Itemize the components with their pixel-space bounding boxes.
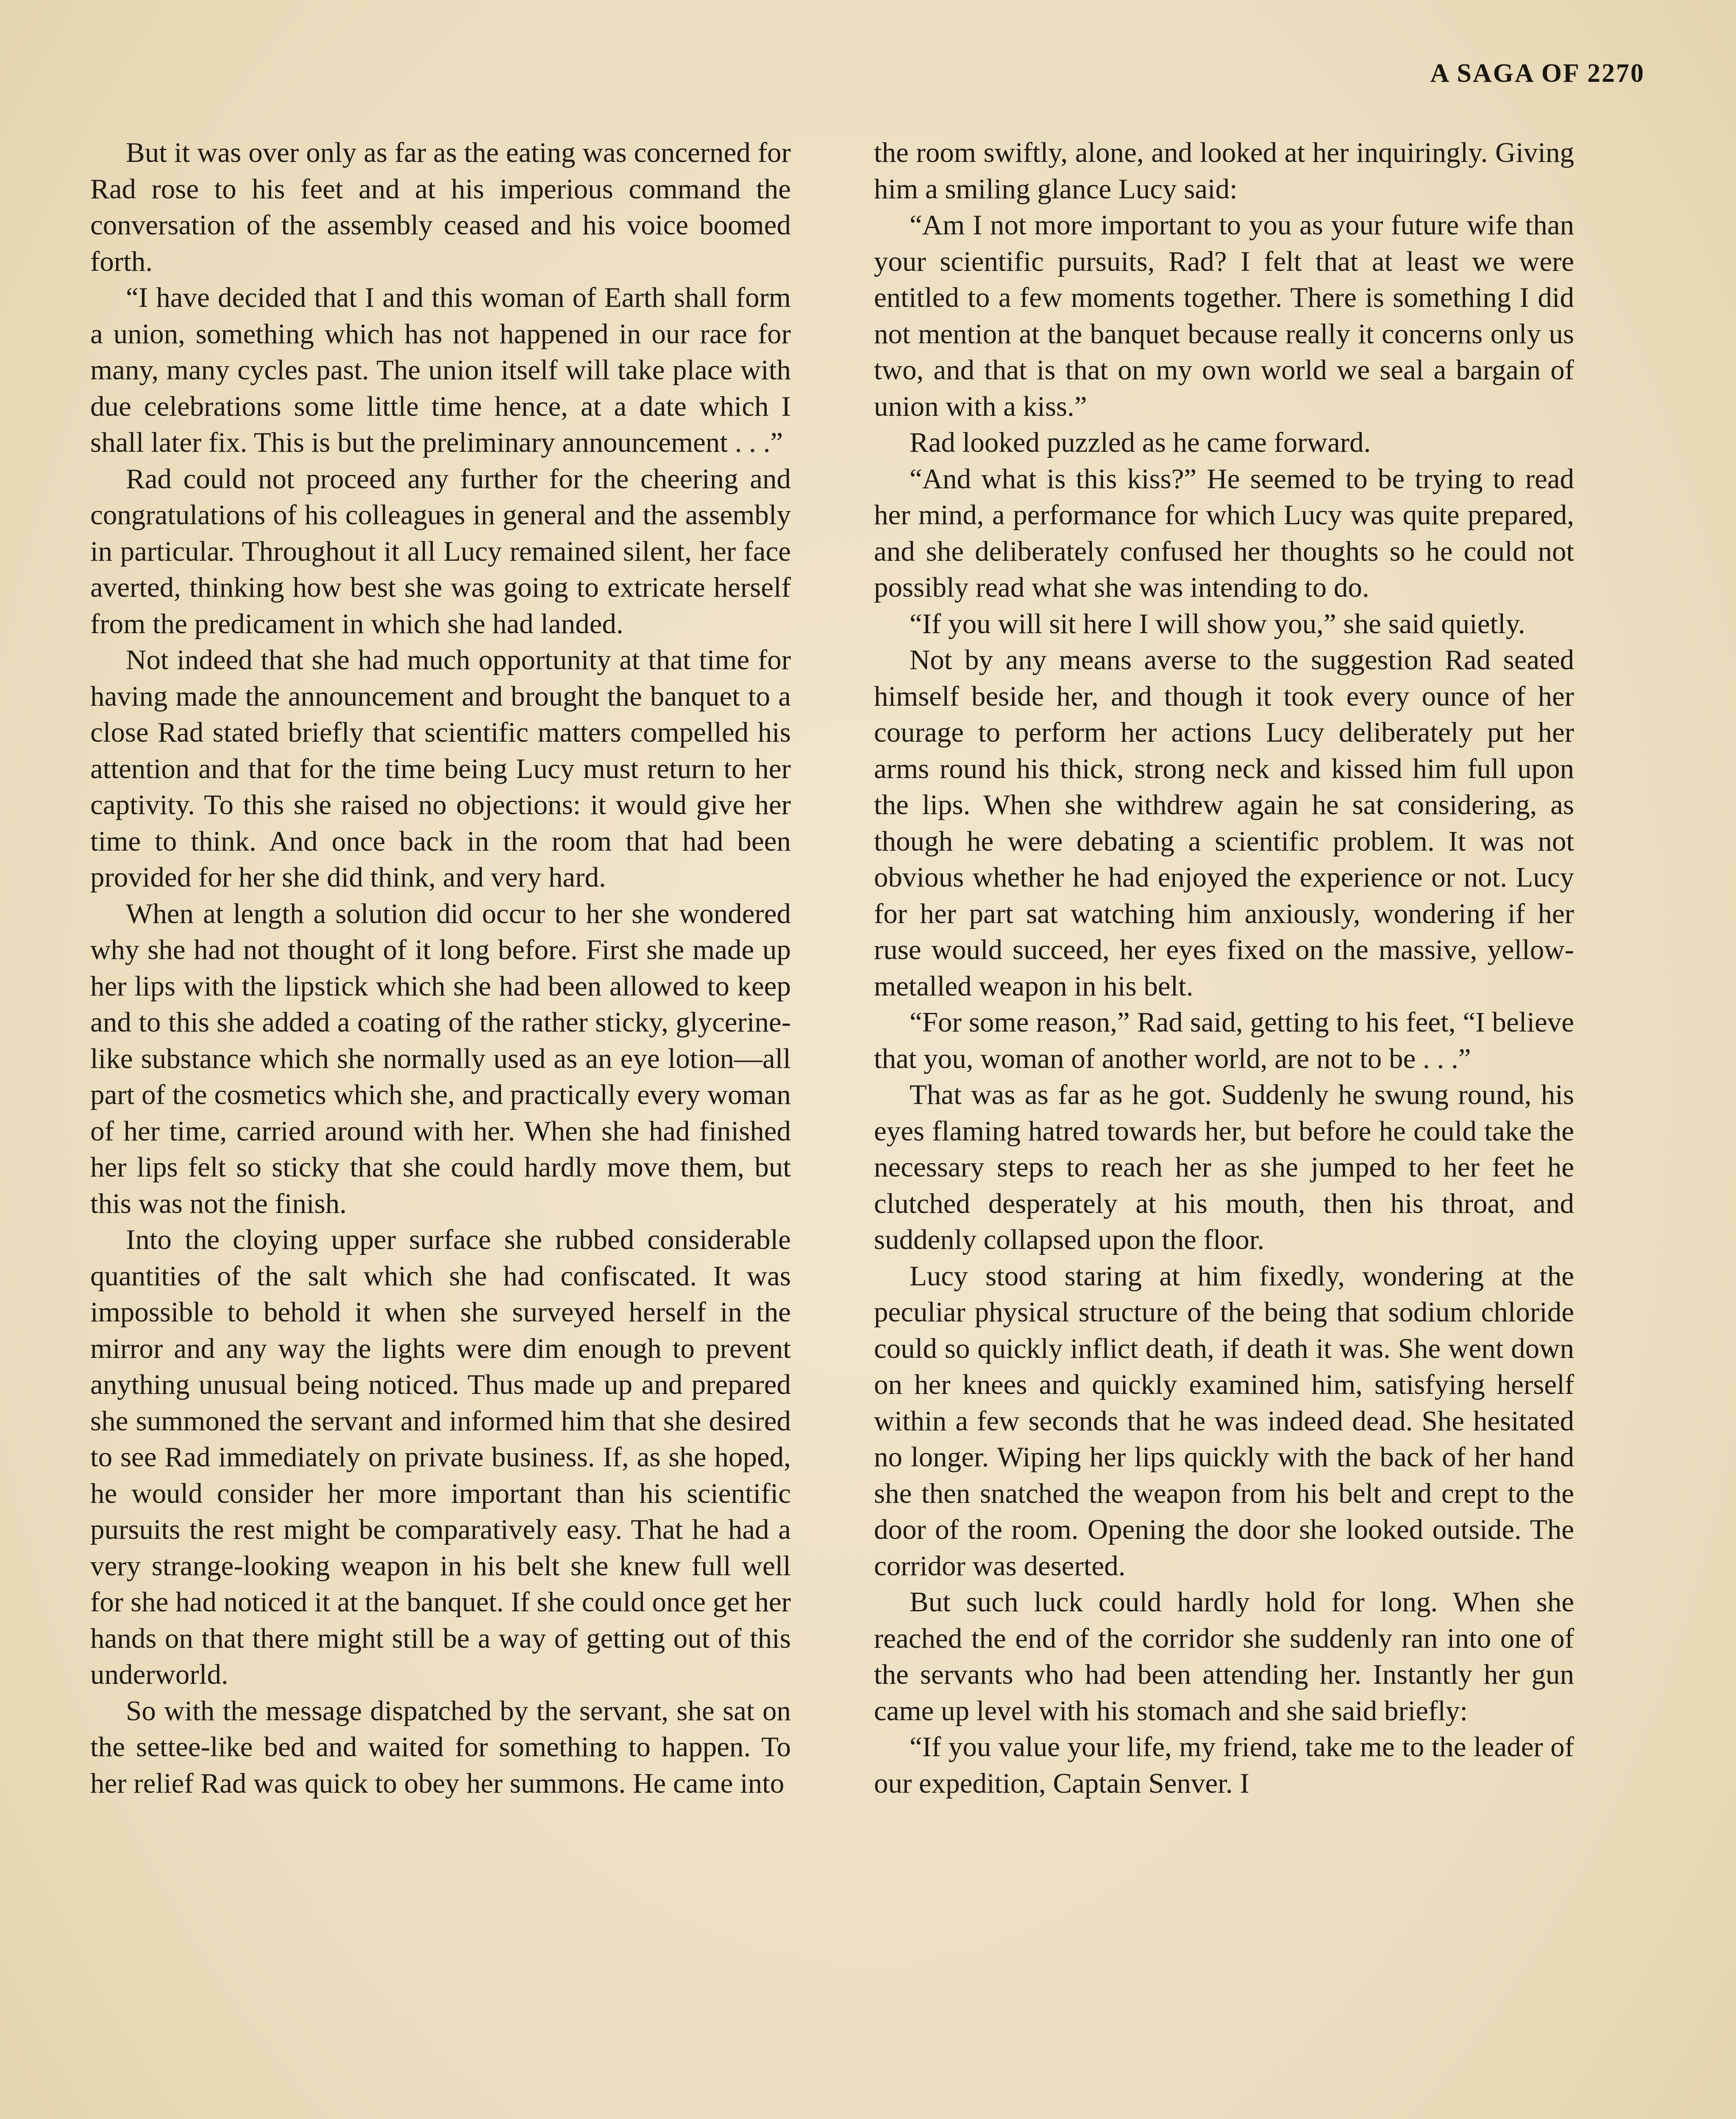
running-head: A SAGA OF 2270 xyxy=(1430,59,1645,88)
paragraph-continued: the room swiftly, alone, and looked at her inquiringly. Giving him a smiling glance Lucy said: xyxy=(874,137,1574,205)
paragraph: That was as far as he got. Suddenly he swung round, his eyes flaming hatred towards her, but before he could take the necessary steps to reach her as she jumped to her feet he clutched desperately at his mouth, then his throat, and suddenly collapsed upon the floor. xyxy=(874,1079,1574,1255)
paragraph: “If you will sit here I will show you,” she said quietly. xyxy=(910,608,1525,640)
paragraph: But it was over only as far as the eating was concerned for Rad rose to his feet and at his imperious command the conversation of the assembly ceased and his voice boomed forth. xyxy=(90,137,791,277)
paragraph: Lucy stood staring at him fixedly, wondering at the peculiar physical structure of the being that sodium chloride could so quickly inflict death, if death it was. She went down on her knees and quickly examined him, satisfying herself within a few seconds that he was indeed dead. She hesitated no longer. Wiping her lips quickly with the back of her hand she then snatched the weapon from his belt and crept to the door of the room. Opening the door she looked outside. The corridor was deserted. xyxy=(874,1260,1574,1582)
paragraph: Rad could not proceed any further for the cheering and congratulations of his colleagues in general and the assembly in particular. Throughout it all Lucy remained silent, her face averted, thinking how best she was going to extricate herself from the predicament in which she had landed. xyxy=(90,463,791,640)
left-column xyxy=(90,135,791,1802)
paragraph: “Am I not more important to you as your future wife than your scientific pursuits, Rad? I felt that at least we were entitled to a few moments together. There is something I did not mention at the banquet because really it concerns only us two, and that is that on my own world we seal a bargain of union with a kiss.” xyxy=(874,209,1574,422)
paragraph: But such luck could hardly hold for long. When she reached the end of the corridor she suddenly ran into one of the servants who had been attending her. Instantly her gun came up level with his stomach and she said briefly: xyxy=(874,1586,1574,1727)
paragraph: When at length a solution did occur to her she wondered why she had not thought of it long before. First she made up her lips with the lipstick which she had been allowed to keep and to this she added a coating of the rather sticky, glycerine-like substance which she normally used as an eye lotion—all part of the cosmetics which she, and practically every woman of her time, carried around with her. When she had finished her lips felt so sticky that she could hardly move them, but this was not the finish. xyxy=(90,898,791,1219)
right-column xyxy=(874,135,1574,1802)
paragraph: Into the cloying upper surface she rubbed considerable quantities of the salt which she had confiscated. It was impossible to behold it when she surveyed herself in the mirror and any way the lights were dim enough to prevent anything unusual being noticed. Thus made up and prepared she summoned the servant and informed him that she desired to see Rad immediately on private business. If, as she hoped, he would consider her more important than his scientific pursuits the rest might be comparatively easy. That he had a very strange-looking weapon in his belt she knew full well for she had noticed it at the banquet. If she could once get her hands on that there might still be a way of getting out of this underworld. xyxy=(90,1224,791,1690)
paragraph: Not by any means averse to the suggestion Rad seated himself beside her, and though it took every ounce of her courage to perform her actions Lucy deliberately put her arms round his thick, strong neck and kissed him full upon the lips. When she withdrew again he sat considering, as though he were debating a scientific problem. It was not obvious whether he had enjoyed the experience or not. Lucy for her part sat watching him anxiously, wondering if her ruse would succeed, her eyes fixed on the massive, yellow-metalled weapon in his belt. xyxy=(874,644,1574,1002)
paragraph: Rad looked puzzled as he came forward. xyxy=(910,427,1371,458)
paragraph: “If you value your life, my friend, take me to the leader of our expedition, Captain Senver. I xyxy=(874,1731,1574,1799)
paragraph: “And what is this kiss?” He seemed to be trying to read her mind, a performance for which Lucy was quite prepared, and she deliberately confused her thoughts so he could not possibly read what she was intending to do. xyxy=(874,463,1574,603)
paragraph: Not indeed that she had much opportunity at that time for having made the announcement and brought the banquet to a close Rad stated briefly that scientific matters compelled his attention and that for the time being Lucy must return to her captivity. To this she raised no objections: it would give her time to think. And once back in the room that had been provided for her she did think, and very hard. xyxy=(90,644,791,893)
paragraph: “For some reason,” Rad said, getting to his feet, “I believe that you, woman of another world, are not to be . . .” xyxy=(874,1007,1574,1074)
paragraph: “I have decided that I and this woman of Earth shall form a union, something which has not happened in our race for many, many cycles past. The union itself will take place with due celebrations some little time hence, at a date which I shall later fix. This is but the preliminary announcement . . .” xyxy=(90,282,791,458)
paragraph: So with the message dispatched by the servant, she sat on the settee-like bed and waited for something to happen. To her relief Rad was quick to obey her summons. He came into xyxy=(90,1695,791,1799)
